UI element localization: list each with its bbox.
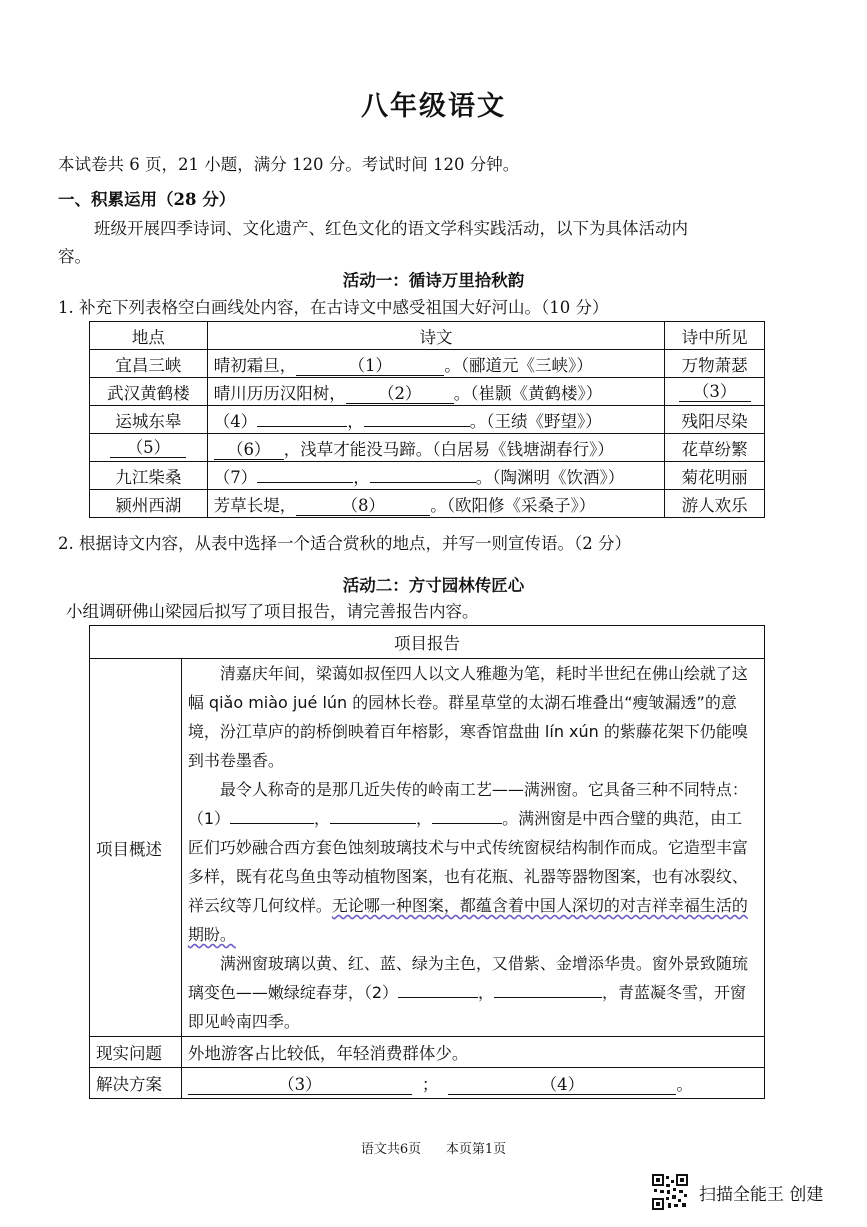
place-cell: 运城东皋 [90, 406, 208, 434]
activity1-title: 活动一：循诗万里拾秋韵 [342, 271, 525, 290]
section1-desc-line2: 容。 [58, 247, 91, 266]
comma: ， [353, 467, 370, 487]
header-place: 地点 [90, 322, 208, 350]
poem-text: 晴初霜旦， [213, 355, 297, 375]
period: 。 [676, 1075, 693, 1094]
page-title: 八年级语文 [361, 91, 506, 122]
blank-3: （3） [679, 383, 751, 402]
report-title: 项目报告 [90, 626, 765, 659]
place-cell: 九江柴桑 [90, 462, 208, 490]
feature-blank-1 [230, 805, 314, 824]
season-blank-1 [398, 979, 478, 998]
blank-6: （6） [214, 441, 284, 460]
section1-desc-line1: 班级开展四季诗词、文化遗产、红色文化的语文学科实践活动，以下为具体活动内 [94, 219, 688, 238]
problem-text: 外地游客占比较低，年轻消费群体少。 [181, 1037, 764, 1068]
seen-cell [665, 378, 765, 406]
blank-5: （5） [110, 439, 186, 458]
question-2: 2. 根据诗文内容，从表中选择一个适合赏秋的地点，并写一则宣传语。（2 分） [58, 534, 631, 553]
qr-code-icon [652, 1174, 688, 1210]
comma: ， [416, 809, 433, 828]
problem-row [90, 1037, 765, 1068]
section1-heading: 一、积累运用（28 分） [58, 190, 236, 209]
solution-row [90, 1068, 765, 1099]
season-blank-2 [494, 979, 602, 998]
seen-cell: 菊花明丽 [665, 462, 765, 490]
poem-cell [207, 350, 665, 378]
poem-source: 。（郦道元《三峡》） [444, 355, 593, 375]
poem-text: 芳草长堤， [213, 495, 297, 515]
question-1: 1. 补充下列表格空白画线处内容，在古诗文中感受祖国大好河山。（10 分） [58, 298, 609, 317]
blank-4-label: （4） [213, 411, 258, 431]
seen-cell: 游人欢乐 [665, 490, 765, 518]
comma: ， [347, 411, 364, 431]
wavy-underlined-sentence: 无论哪一种图案，都蕴含着中国人深切的对吉祥幸福生活的期盼。 [187, 896, 748, 944]
poem-cell [207, 490, 665, 518]
table-header-row [90, 322, 765, 350]
seen-cell: 万物萧瑟 [665, 350, 765, 378]
project-report-table [89, 625, 765, 1099]
solution-blank-4: （4） [448, 1076, 676, 1095]
paragraph-1: 清嘉庆年间，梁蔼如叔侄四人以文人雅趣为笔，耗时半世纪在佛山绘就了这幅 qiǎo miào jué lún 的园林长卷。群星草堂的太湖石堆叠出“瘦皱漏透”的意境，汾江草庐的韵桥倒映着百年榕影，寒香馆盘曲 lín xún 的紫藤花架下仍能嗅到书卷墨香。 [187, 664, 748, 770]
blank-7b [370, 464, 476, 483]
comma: ， [478, 983, 495, 1002]
report-title-row [90, 626, 765, 659]
semicolon: ； [421, 1075, 439, 1094]
poem-source: ，浅草才能没马蹄。（白居易《钱塘湖春行》） [283, 439, 614, 459]
p3-tail: ，青蓝凝冬雪，开窗即见岭南四季。 [187, 983, 747, 1031]
place-cell: 武汉黄鹤楼 [90, 378, 208, 406]
table-row [90, 406, 765, 434]
place-cell [90, 434, 208, 462]
solution-content [181, 1068, 764, 1099]
place-cell: 颍州西湖 [90, 490, 208, 518]
solution-label: 解决方案 [90, 1068, 182, 1099]
solution-blank-3: （3） [188, 1076, 412, 1095]
blank-8: （8） [296, 497, 430, 516]
activity2-intro: 小组调研佛山梁园后拟写了项目报告，请完善报告内容。 [66, 602, 479, 621]
poem-cell [207, 406, 665, 434]
poem-cell [207, 378, 665, 406]
p3-lead: 满洲窗玻璃以黄、红、蓝、绿为主色，又借紫、金增添华贵。窗外景致随琉璃变色——嫩绿绽春芽，（2） [187, 954, 748, 1002]
blank-7-label: （7） [213, 467, 258, 487]
activity2-title: 活动二：方寸园林传匠心 [342, 576, 525, 595]
overview-row [90, 659, 765, 1037]
exam-intro: 本试卷共 6 页，21 小题，满分 120 分。考试时间 120 分钟。 [58, 155, 520, 174]
page-footer: 语文共6页 本页第1页 [360, 1142, 507, 1157]
comma: ， [314, 809, 331, 828]
table-row [90, 350, 765, 378]
overview-label: 项目概述 [90, 659, 182, 1037]
paragraph-2 [188, 775, 758, 949]
blank-2: （2） [346, 385, 454, 404]
blank-7a [257, 464, 353, 483]
poem-source: 。（欧阳修《采桑子》） [430, 495, 596, 515]
poem-source: 。（崔颢《黄鹤楼》） [453, 383, 603, 403]
blank-4b [364, 408, 470, 427]
feature-blank-3 [432, 805, 502, 824]
poem-cell [207, 462, 665, 490]
poem-source: 。（陶渊明《饮酒》） [475, 467, 625, 487]
seen-cell: 花草纷繁 [665, 434, 765, 462]
table-row [90, 490, 765, 518]
table-row [90, 378, 765, 406]
p2-body: 。满洲窗是中西合璧的典范，由工匠们巧妙融合西方套色蚀刻玻璃技术与中式传统窗棂结构制作而成。它造型丰富多样，既有花鸟鱼虫等动植物图案，也有花瓶、礼器等器物图案，也有冰裂纹、祥云纹等几何纹样。 [187, 809, 748, 915]
problem-label: 现实问题 [90, 1037, 182, 1068]
p2-lead: 最令人称奇的是那几近失传的岭南工艺——满洲窗。它具备三种不同特点：（1） [187, 780, 748, 828]
table-row [90, 462, 765, 490]
poem-cell [207, 434, 665, 462]
blank-4a [257, 408, 347, 427]
blank-1: （1） [296, 357, 444, 376]
table-row [90, 434, 765, 462]
paragraph-3 [188, 949, 758, 1036]
poem-text: 晴川历历汉阳树， [213, 383, 346, 403]
poem-table [89, 321, 765, 518]
header-poem: 诗文 [207, 322, 665, 350]
seen-cell: 残阳尽染 [665, 406, 765, 434]
overview-content [181, 659, 764, 1037]
place-cell: 宜昌三峡 [90, 350, 208, 378]
poem-source: 。（王绩《野望》） [469, 411, 602, 431]
header-seen: 诗中所见 [665, 322, 765, 350]
scanner-brand-label: 扫描全能王 创建 [699, 1185, 824, 1205]
feature-blank-2 [330, 805, 416, 824]
